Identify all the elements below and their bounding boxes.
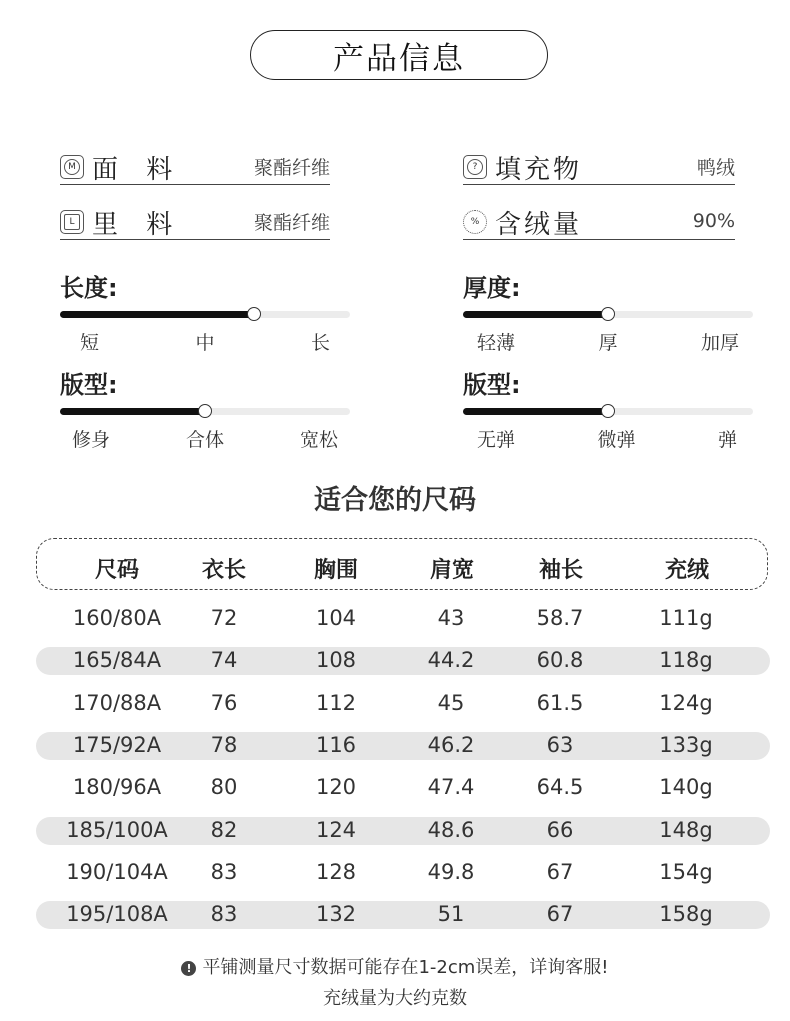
cell-size: 170/88A [72,690,162,715]
cell-sleeve: 67 [546,859,574,884]
cell-shoulder: 51 [437,902,465,927]
cell-sleeve: 66 [546,817,574,842]
slider-fit-track [60,408,350,415]
cell-fill: 140g [659,775,713,800]
cell-sleeve: 63 [546,732,574,757]
info-left-column [60,150,330,240]
cell-chest: 108 [315,648,357,673]
size-table-header [36,538,768,590]
cell-fill: 118g [659,648,713,673]
slider-fit [60,365,350,452]
slider-elasticity-title: 版型: [463,371,521,399]
warning-icon: ! [181,961,196,976]
header-sleeve: 袖长 [538,558,584,583]
slider-length-track [60,311,350,318]
cell-size: 180/96A [72,775,162,800]
slider-length-title: 长度: [60,274,118,302]
header-fill: 充绒 [664,558,710,583]
info-value-filling: 鸭绒 [696,156,735,179]
slider-fit-label-loose: 宽松 [299,429,338,451]
page-title: 产品信息 [250,30,548,80]
cell-chest: 116 [315,732,357,757]
info-value-lining: 聚酯纤维 [253,211,330,234]
slider-fit-fill [60,408,205,415]
slider-length-knob [247,307,261,321]
slider-thickness-knob [601,307,615,321]
info-row-lining [60,205,330,240]
slider-thickness-title: 厚度: [463,274,521,302]
cell-shoulder: 46.2 [427,732,475,757]
slider-length-label-short: 短 [80,332,100,354]
cell-chest: 104 [315,606,357,630]
slider-thickness-fill [463,311,608,318]
slider-fit-knob [198,404,212,418]
info-value-down-content: 90% [692,210,735,232]
percent-icon: % [463,210,487,234]
cell-size: 175/92A [72,732,162,757]
slider-thickness-label-extra: 加厚 [700,332,739,354]
cell-chest: 132 [315,902,357,927]
header-chest: 胸围 [313,558,359,583]
cell-length: 80 [210,775,238,800]
cell-shoulder: 48.6 [427,817,475,842]
slider-elasticity-fill [463,408,608,415]
note-fill-weight: 充绒量为大约克数 [323,988,467,1009]
cell-chest: 112 [315,690,357,715]
info-row-down-content [463,205,735,240]
cell-shoulder: 47.4 [427,775,475,800]
slider-length [60,268,350,355]
slider-elasticity [463,365,753,452]
info-label-fabric: 面 料 [92,154,183,185]
header-size: 尺码 [94,558,140,583]
cell-length: 82 [210,817,238,842]
cell-length: 83 [210,902,238,927]
slider-length-label-mid: 中 [195,332,215,354]
info-right-column [463,150,735,240]
slider-length-fill [60,311,254,318]
lining-l-icon: L [60,210,84,234]
cell-length: 76 [210,690,238,715]
note-measurement-text: 平铺测量尺寸数据可能存在1-2cm误差，详询客服! [202,957,609,978]
cell-length: 74 [210,648,238,673]
cell-sleeve: 67 [546,902,574,927]
slider-fit-title: 版型: [60,371,118,399]
info-row-fabric [60,150,330,185]
size-section-title: 适合您的尺码 [314,485,476,516]
cell-length: 78 [210,732,238,757]
cell-shoulder: 49.8 [427,859,475,884]
info-label-lining: 里 料 [92,209,183,240]
cell-size: 165/84A [72,648,162,673]
cell-chest: 120 [315,775,357,800]
slider-elasticity-label-none: 无弹 [477,429,516,451]
cell-sleeve: 60.8 [536,648,584,673]
cell-size: 185/100A [66,817,168,842]
cell-shoulder: 43 [437,606,465,630]
header-length: 衣长 [201,558,247,583]
cell-fill: 133g [659,732,713,757]
cell-fill: 111g [659,606,713,630]
slider-length-label-long: 长 [310,332,330,354]
cell-fill: 158g [659,902,713,927]
slider-thickness-track [463,311,753,318]
info-label-down-content: 含绒量 [495,209,583,240]
slider-elasticity-knob [601,404,615,418]
slider-fit-label-regular: 合体 [185,429,224,451]
slider-thickness-label-thick: 厚 [598,332,618,354]
cell-sleeve: 64.5 [536,775,584,800]
header-shoulder: 肩宽 [429,558,475,583]
cell-size: 190/104A [66,859,168,884]
info-label-filling: 填充物 [495,154,583,185]
cell-fill: 124g [659,690,713,715]
cell-shoulder: 45 [437,690,465,715]
slider-fit-label-slim: 修身 [72,429,111,451]
cell-chest: 124 [315,817,357,842]
cell-length: 83 [210,859,238,884]
slider-thickness-label-thin: 轻薄 [477,332,516,354]
material-m-icon: M [60,155,84,179]
slider-thickness [463,268,753,355]
cell-size: 195/108A [66,902,168,927]
cell-chest: 128 [315,859,357,884]
cell-sleeve: 61.5 [536,690,584,715]
info-row-filling [463,150,735,185]
slider-elasticity-track [463,408,753,415]
slider-elasticity-label-stretch: 弹 [717,429,737,451]
cell-size: 160/80A [72,606,162,630]
note-measurement [0,953,790,979]
cell-sleeve: 58.7 [536,606,584,630]
slider-elasticity-label-slight: 微弹 [597,429,636,451]
filling-question-icon: ? [463,155,487,179]
cell-shoulder: 44.2 [427,648,475,673]
cell-fill: 154g [659,859,713,884]
cell-fill: 148g [659,817,713,842]
info-value-fabric: 聚酯纤维 [253,156,330,179]
cell-length: 72 [210,606,238,630]
